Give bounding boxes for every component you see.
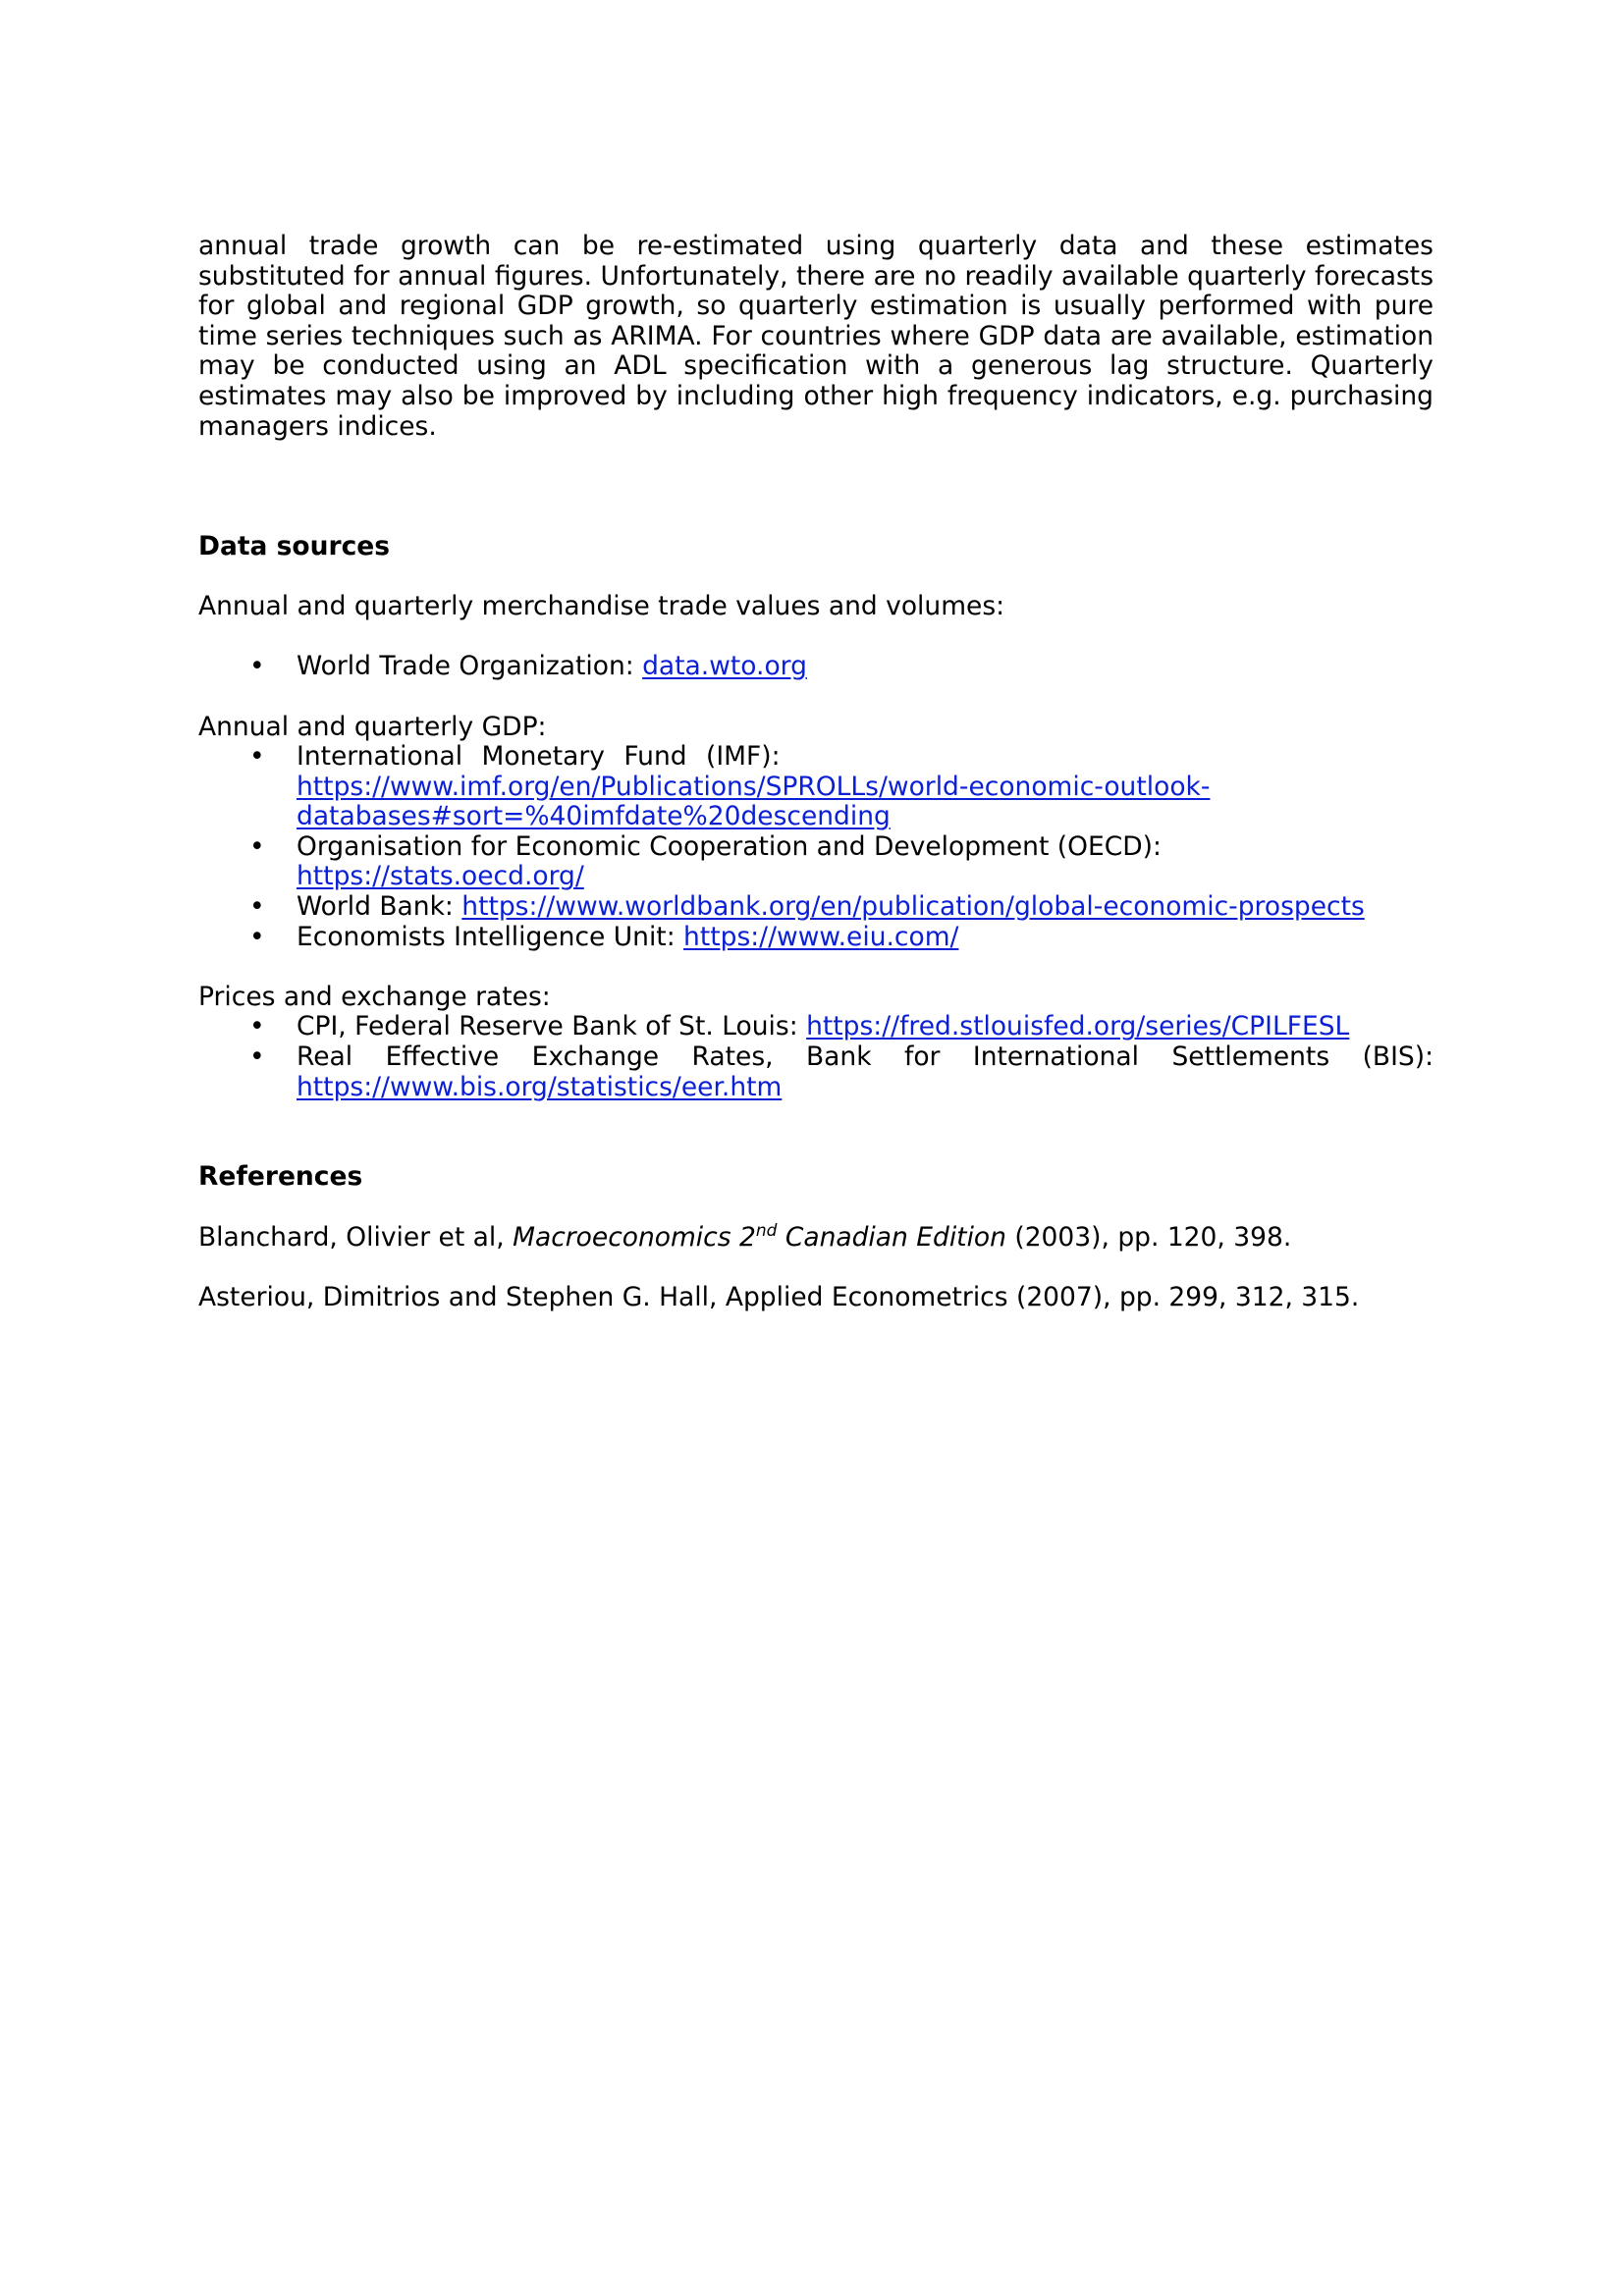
reference-title-rest: Canadian Edition	[777, 1221, 1006, 1253]
imf-link[interactable]: https://www.imf.org/en/Publications/SPROLLs/world-economic-outlook-databases#sort=%40imfdate%20descending	[297, 771, 1211, 832]
list-item	[198, 742, 1434, 832]
source-name: World Bank:	[297, 891, 462, 923]
reference-details: (2003), pp. 120, 398.	[1005, 1221, 1292, 1253]
reference-blanchard	[198, 1220, 1434, 1254]
list-item	[198, 892, 1434, 923]
eiu-link[interactable]: https://www.eiu.com/	[683, 921, 959, 952]
source-name: International Monetary Fund (IMF):	[297, 741, 781, 773]
bullet-icon: •	[249, 741, 265, 773]
world-bank-link[interactable]: https://www.worldbank.org/en/publication/global-economic-prospects	[461, 891, 1365, 923]
prices-sources-list	[198, 1012, 1434, 1102]
reference-title	[513, 1222, 1006, 1253]
source-name: Economists Intelligence Unit:	[297, 921, 684, 952]
list-item	[198, 1042, 1434, 1102]
bullet-icon: •	[249, 921, 265, 952]
prices-sources-label: Prices and exchange rates:	[198, 981, 551, 1012]
bullet-icon: •	[249, 651, 265, 682]
document-page	[198, 232, 1434, 1312]
data-sources-heading: Data sources	[198, 530, 391, 561]
reference-authors: Blanchard, Olivier et al,	[198, 1221, 514, 1253]
bullet-icon: •	[249, 891, 265, 923]
bullet-icon: •	[249, 830, 265, 862]
trade-sources-label: Annual and quarterly merchandise trade values and volumes:	[198, 591, 1005, 622]
source-name: Organisation for Economic Cooperation and Development (OECD):	[297, 830, 1162, 862]
wto-link[interactable]: data.wto.org	[642, 651, 807, 682]
intro-paragraph: annual trade growth can be re-estimated using quarterly data and these estimates substituted for annual figures. Unfortunately, there are no readily available quarterly forecasts for global and regional GDP growth, so quarterly estimation is usually performed with pure time series techniques such as ARIMA. For countries where GDP data are available, estimation may be conducted using an ADL specification with a generous lag structure. Quarterly estimates may also be improved by including other high frequency indicators, e.g. purchasing managers indices.	[198, 231, 1434, 442]
reference-title-superscript: nd	[755, 1220, 778, 1241]
trade-sources-list	[198, 652, 1434, 682]
list-item	[198, 652, 1434, 682]
reference-title-main: Macroeconomics 2	[513, 1221, 756, 1253]
oecd-link[interactable]: https://stats.oecd.org/	[297, 861, 584, 892]
bullet-icon: •	[249, 1011, 265, 1042]
source-name: Real Effective Exchange Rates, Bank for International Settlements (BIS):	[297, 1041, 1434, 1073]
list-item	[198, 1012, 1434, 1042]
references-heading: References	[198, 1161, 363, 1193]
source-name: CPI, Federal Reserve Bank of St. Louis:	[297, 1011, 807, 1042]
list-item	[198, 923, 1434, 953]
gdp-sources-list	[198, 742, 1434, 952]
reference-asteriou: Asteriou, Dimitrios and Stephen G. Hall, Applied Econometrics (2007), pp. 299, 312, 315.	[198, 1281, 1360, 1312]
source-name: World Trade Organization:	[297, 651, 643, 682]
list-item	[198, 832, 1434, 892]
gdp-sources-label: Annual and quarterly GDP:	[198, 711, 547, 742]
bis-link[interactable]: https://www.bis.org/statistics/eer.htm	[297, 1071, 783, 1102]
fred-cpi-link[interactable]: https://fred.stlouisfed.org/series/CPILFESL	[806, 1011, 1350, 1042]
bullet-icon: •	[249, 1041, 265, 1073]
